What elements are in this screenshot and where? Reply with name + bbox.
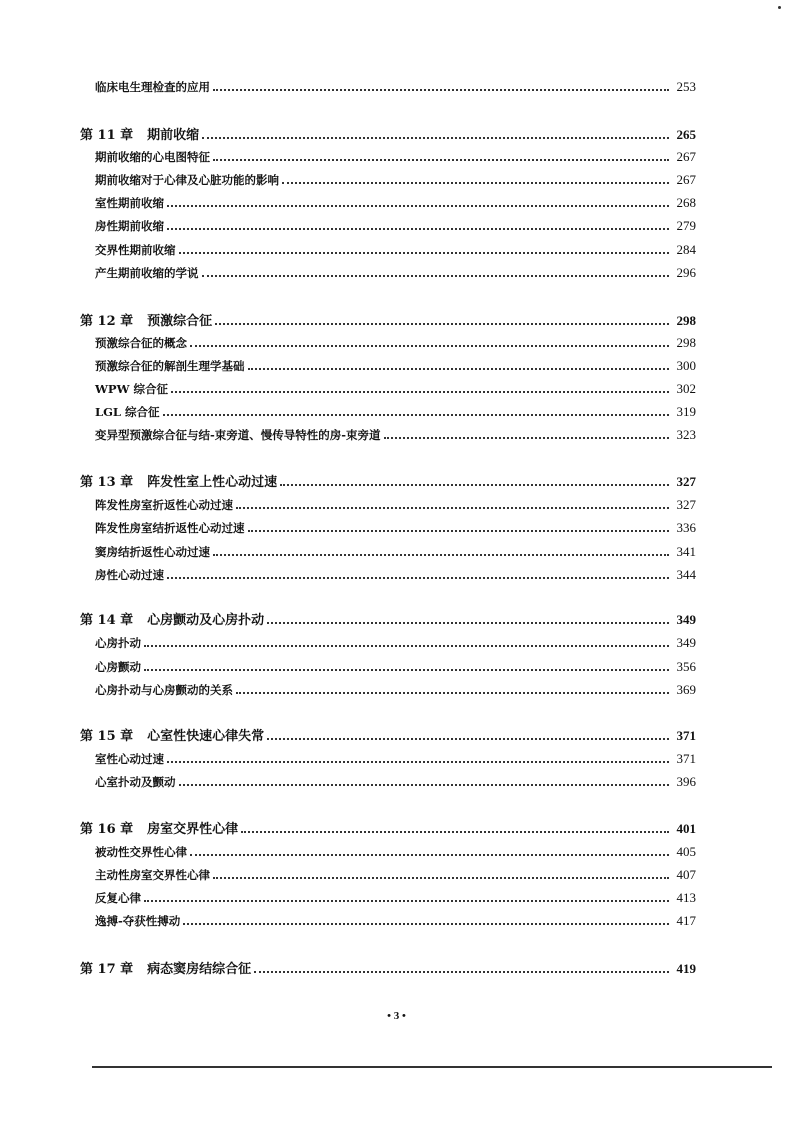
entry-page-number: 396 <box>676 774 696 789</box>
toc-section-entry <box>95 912 696 930</box>
dot-leader <box>179 784 669 786</box>
entry-page-number: 296 <box>676 265 696 280</box>
entry-page-number: 349 <box>676 635 696 650</box>
entry-title: 心室扑动及颤动 <box>95 775 176 789</box>
dot-leader <box>190 854 669 856</box>
entry-page-number: 407 <box>676 867 696 882</box>
dot-leader <box>236 507 669 509</box>
toc-section-entry <box>95 843 696 861</box>
toc-chapter-entry <box>80 473 696 491</box>
chapter-number: 第 15 章 <box>80 729 134 744</box>
toc-section-entry <box>95 171 696 189</box>
entry-title: 室性心动过速 <box>95 752 164 766</box>
dot-leader <box>163 414 669 416</box>
entry-title: 预激综合征 <box>147 314 213 329</box>
entry-title: 心房扑动 <box>95 636 141 650</box>
toc-section-entry <box>95 334 696 352</box>
toc-chapter-entry <box>80 312 696 330</box>
toc-chapter-entry <box>80 960 696 978</box>
chapter-number: 第 11 章 <box>80 128 134 143</box>
entry-title: 心室性快速心律失常 <box>147 729 265 744</box>
entry-page-number: 298 <box>676 335 696 350</box>
entry-page-number: 405 <box>676 844 696 859</box>
entry-page-number: 265 <box>676 127 696 142</box>
chapter-number: 第 16 章 <box>80 822 134 837</box>
dot-leader <box>167 228 669 230</box>
entry-title: 房室交界性心律 <box>147 822 239 837</box>
entry-page-number: 341 <box>676 544 696 559</box>
entry-page-number: 369 <box>676 682 696 697</box>
entry-page-number: 323 <box>676 427 696 442</box>
entry-title: 预激综合征的概念 <box>95 336 187 350</box>
entry-title: 变异型预激综合征与结-束旁道、慢传导特性的房-束旁道 <box>95 428 381 442</box>
toc-section-entry <box>95 866 696 884</box>
toc-section-entry <box>95 357 696 375</box>
entry-title: 心房颤动 <box>95 660 141 674</box>
entry-title: 期前收缩 <box>147 128 200 143</box>
dot-leader <box>213 159 669 161</box>
entry-page-number: 371 <box>676 751 696 766</box>
dot-leader <box>179 252 669 254</box>
entry-page-number: 302 <box>676 381 696 396</box>
toc-section-entry <box>95 773 696 791</box>
dot-leader <box>183 923 668 925</box>
entry-page-number: 284 <box>676 242 696 257</box>
entry-page-number: 268 <box>676 195 696 210</box>
dot-leader <box>144 900 669 902</box>
toc-section-entry <box>95 889 696 907</box>
dot-leader <box>248 368 669 370</box>
entry-page-number: 349 <box>676 612 696 627</box>
toc-section-entry <box>95 148 696 166</box>
entry-title: 反复心律 <box>95 891 141 905</box>
entry-page-number: 298 <box>676 313 696 328</box>
entry-page-number: 417 <box>676 913 696 928</box>
dot-leader <box>144 645 669 647</box>
entry-page-number: 279 <box>676 218 696 233</box>
dot-leader <box>267 738 668 740</box>
toc-section-entry <box>95 380 696 398</box>
chapter-number: 第 12 章 <box>80 314 134 329</box>
scan-speck <box>778 6 781 9</box>
dot-leader <box>384 437 669 439</box>
entry-title: 病态窦房结综合征 <box>147 962 252 977</box>
toc-chapter-entry <box>80 727 696 745</box>
toc-chapter-entry <box>80 820 696 838</box>
toc-section-entry <box>95 496 696 514</box>
dot-leader <box>167 205 669 207</box>
dot-leader <box>190 345 669 347</box>
entry-page-number: 319 <box>676 404 696 419</box>
entry-title: WPW 综合征 <box>95 382 168 396</box>
dot-leader <box>213 877 669 879</box>
toc-section-entry <box>95 78 696 96</box>
dot-leader <box>282 182 669 184</box>
entry-title: 心房颤动及心房扑动 <box>147 613 265 628</box>
toc-chapter-entry <box>80 126 696 144</box>
entry-page-number: 267 <box>676 172 696 187</box>
entry-title: 产生期前收缩的学说 <box>95 266 199 280</box>
entry-page-number: 419 <box>676 961 696 976</box>
entry-page-number: 253 <box>676 79 696 94</box>
entry-title: 主动性房室交界性心律 <box>95 868 210 882</box>
entry-page-number: 327 <box>676 474 696 489</box>
entry-title: LGL 综合征 <box>95 405 160 419</box>
entry-title: 临床电生理检查的应用 <box>95 80 210 94</box>
entry-title: 阵发性房室折返性心动过速 <box>95 498 233 512</box>
toc-section-entry <box>95 426 696 444</box>
entry-page-number: 267 <box>676 149 696 164</box>
toc-section-entry <box>95 543 696 561</box>
dot-leader <box>267 622 668 624</box>
chapter-number: 第 14 章 <box>80 613 134 628</box>
entry-page-number: 356 <box>676 659 696 674</box>
dot-leader <box>280 484 668 486</box>
entry-page-number: 344 <box>676 567 696 582</box>
entry-title: 室性期前收缩 <box>95 196 164 210</box>
entry-title: 心房扑动与心房颤动的关系 <box>95 683 233 697</box>
dot-leader <box>254 971 668 973</box>
toc-section-entry <box>95 217 696 235</box>
toc-section-entry <box>95 750 696 768</box>
entry-title: 被动性交界性心律 <box>95 845 187 859</box>
toc-chapter-entry <box>80 611 696 629</box>
toc-section-entry <box>95 634 696 652</box>
dot-leader <box>167 577 669 579</box>
dot-leader <box>171 391 669 393</box>
toc-section-entry <box>95 519 696 537</box>
entry-title: 窦房结折返性心动过速 <box>95 545 210 559</box>
toc-section-entry <box>95 264 696 282</box>
dot-leader <box>144 669 669 671</box>
toc-section-entry <box>95 241 696 259</box>
dot-leader <box>202 137 668 139</box>
entry-title: 房性心动过速 <box>95 568 164 582</box>
dot-leader <box>202 275 669 277</box>
entry-title: 阵发性室上性心动过速 <box>147 475 278 490</box>
entry-title: 房性期前收缩 <box>95 219 164 233</box>
entry-page-number: 371 <box>676 728 696 743</box>
chapter-number: 第 17 章 <box>80 962 134 977</box>
bottom-rule <box>92 1066 772 1068</box>
dot-leader <box>167 761 669 763</box>
toc-section-entry <box>95 403 696 421</box>
toc-section-entry <box>95 658 696 676</box>
toc-section-entry <box>95 194 696 212</box>
toc-section-entry <box>95 566 696 584</box>
dot-leader <box>213 89 669 91</box>
entry-page-number: 300 <box>676 358 696 373</box>
toc-section-entry <box>95 681 696 699</box>
entry-page-number: 401 <box>676 821 696 836</box>
chapter-number: 第 13 章 <box>80 475 134 490</box>
dot-leader <box>241 831 668 833</box>
entry-title: 逸搏-夺获性搏动 <box>95 914 181 928</box>
entry-page-number: 413 <box>676 890 696 905</box>
entry-title: 交界性期前收缩 <box>95 243 176 257</box>
entry-title: 期前收缩的心电图特征 <box>95 150 210 164</box>
entry-page-number: 336 <box>676 520 696 535</box>
page-number: • 3 • <box>387 1010 406 1022</box>
entry-title: 预激综合征的解剖生理学基础 <box>95 359 245 373</box>
entry-title: 阵发性房室结折返性心动过速 <box>95 521 245 535</box>
entry-page-number: 327 <box>676 497 696 512</box>
dot-leader <box>248 530 669 532</box>
dot-leader <box>213 554 669 556</box>
dot-leader <box>236 692 669 694</box>
entry-title: 期前收缩对于心律及心脏功能的影响 <box>95 173 279 187</box>
dot-leader <box>215 323 668 325</box>
